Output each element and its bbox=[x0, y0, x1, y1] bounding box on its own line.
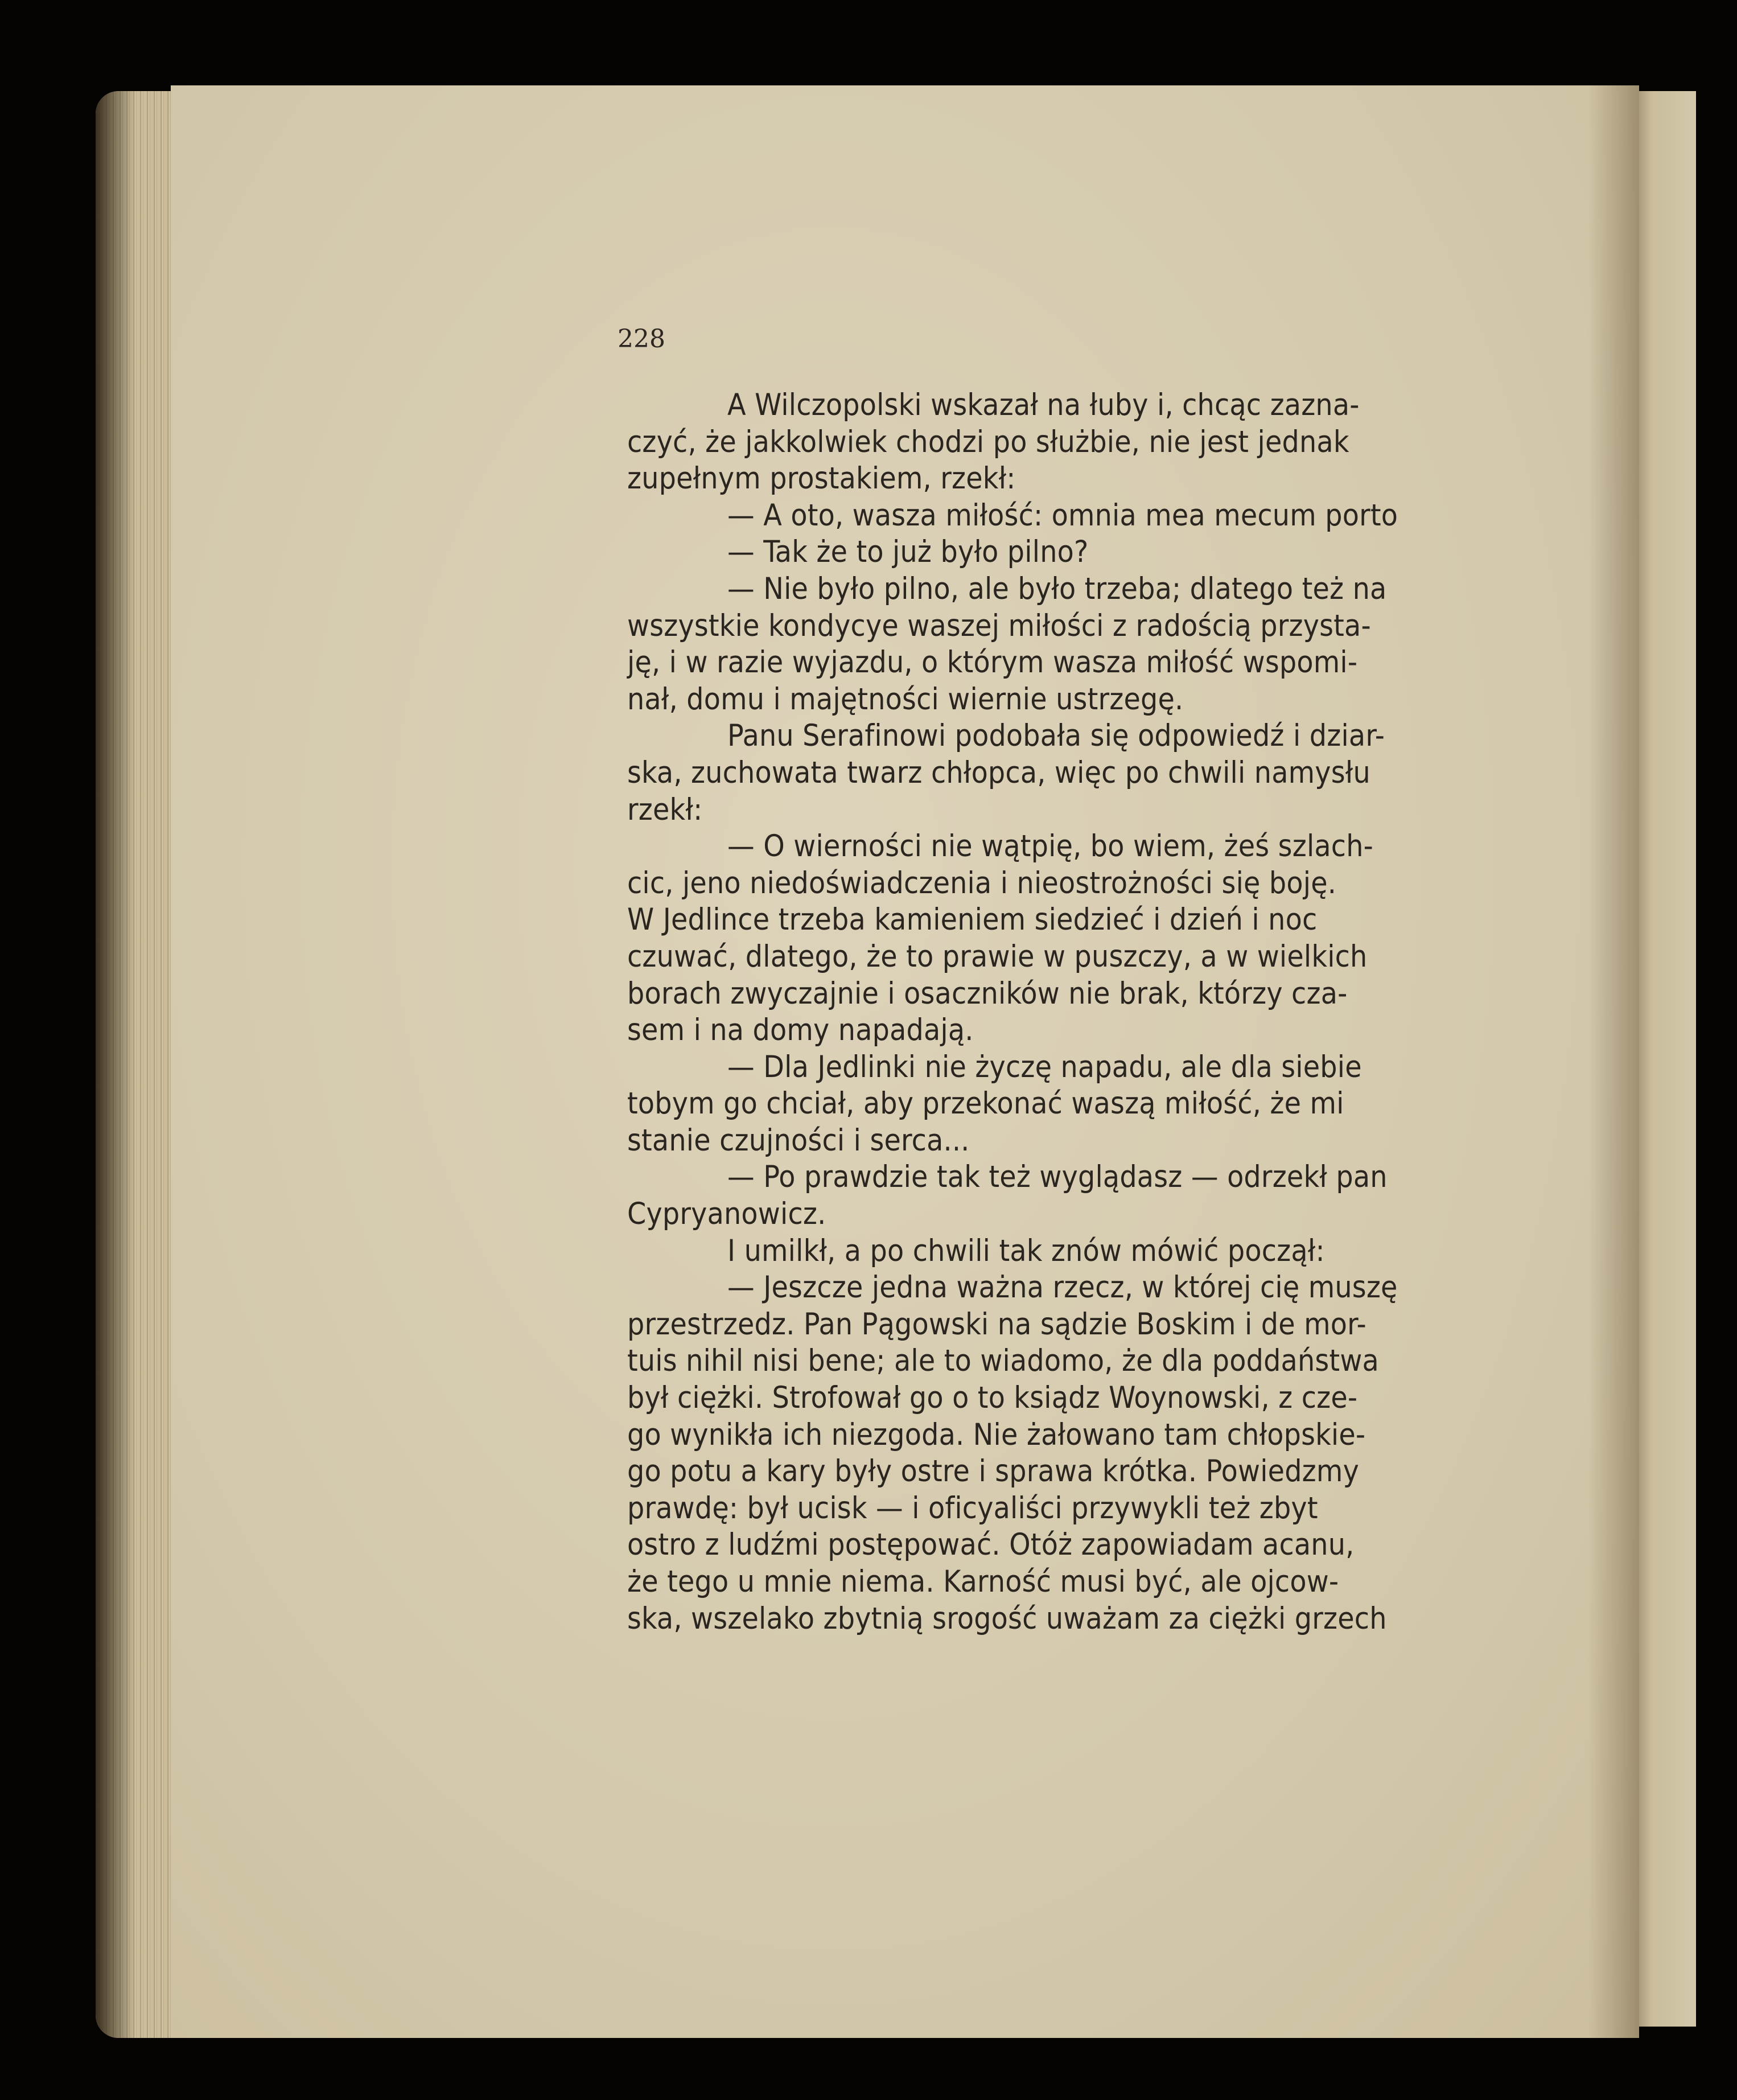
paragraph bbox=[627, 828, 1411, 1049]
text-line: prawdę: był ucisk — i oficyaliści przywykli też zbyt bbox=[627, 1490, 1318, 1526]
text-line: był ciężki. Strofował go o to ksiądz Woynowski, z cze- bbox=[627, 1380, 1358, 1416]
text-line: ostro z ludźmi postępować. Otóż zapowiadam acanu, bbox=[627, 1527, 1355, 1563]
text-line: — O wierności nie wątpię, bo wiem, żeś szlach- bbox=[727, 829, 1374, 864]
text-line: tuis nihil nisi bene; ale to wiadomo, że dla poddaństwa bbox=[627, 1343, 1379, 1379]
text-line: go potu a kary były ostre i sprawa krótka. Powiedzmy bbox=[627, 1454, 1359, 1489]
text-line: wszystkie kondycye waszej miłości z radością przysta- bbox=[627, 608, 1371, 643]
page-number: 228 bbox=[618, 324, 665, 354]
paragraph bbox=[627, 1049, 1411, 1160]
text-line: — Po prawdzie tak też wyglądasz — odrzekł pan bbox=[727, 1160, 1388, 1195]
paragraph bbox=[627, 498, 1411, 535]
text-line: przestrzedz. Pan Pągowski na sądzie Boskim i de mor- bbox=[627, 1306, 1366, 1342]
text-line: borach zwyczajnie i osaczników nie brak, którzy cza- bbox=[627, 976, 1348, 1011]
text-line: stanie czujności i serca... bbox=[627, 1123, 970, 1158]
paragraph bbox=[627, 387, 1411, 498]
paragraph bbox=[627, 571, 1411, 718]
paragraph bbox=[627, 718, 1411, 828]
text-line: — A oto, wasza miłość: omnia mea mecum porto bbox=[727, 498, 1398, 533]
paragraph bbox=[627, 1233, 1411, 1270]
text-line: — Dla Jedlinki nie życzę napadu, ale dla siebie bbox=[727, 1049, 1362, 1084]
text-line: Panu Serafinowi podobała się odpowiedź i dziar- bbox=[727, 718, 1385, 754]
text-line: ska, wszelako zbytnią srogość uważam za ciężki grzech bbox=[627, 1601, 1387, 1636]
paragraph bbox=[627, 1159, 1411, 1232]
text-line: rzekł: bbox=[627, 792, 703, 827]
text-line: — Jeszcze jedna ważna rzecz, w której cię muszę bbox=[727, 1270, 1398, 1305]
text-line: czuwać, dlatego, że to prawie w puszczy, a w wielkich bbox=[627, 939, 1368, 974]
text-line: czyć, że jakkolwiek chodzi po służbie, nie jest jednak bbox=[627, 424, 1349, 459]
text-line: sem i na domy napadają. bbox=[627, 1013, 974, 1048]
text-line: że tego u mnie niema. Karność musi być, ale ojcow- bbox=[627, 1564, 1339, 1599]
text-line: zupełnym prostakiem, rzekł: bbox=[627, 461, 1016, 496]
text-line: ję, i w razie wyjazdu, o którym wasza miłość wspomi- bbox=[627, 645, 1358, 680]
text-line: tobym go chciał, aby przekonać waszą miłość, że mi bbox=[627, 1086, 1344, 1121]
text-line: Cypryanowicz. bbox=[627, 1197, 826, 1232]
text-line: W Jedlince trzeba kamieniem siedzieć i dzień i noc bbox=[627, 902, 1318, 938]
text-line: ska, zuchowata twarz chłopca, więc po chwili namysłu bbox=[627, 755, 1370, 790]
text-line: go wynikła ich niezgoda. Nie żałowano tam chłopskie- bbox=[627, 1417, 1366, 1452]
page-text bbox=[627, 387, 1411, 1637]
text-line: — Nie było pilno, ale było trzeba; dlatego też na bbox=[727, 571, 1387, 606]
text-line: A Wilczopolski wskazał na łuby i, chcąc zazna- bbox=[727, 388, 1360, 422]
text-line: — Tak że to już było pilno? bbox=[727, 535, 1089, 570]
text-line: nał, domu i majętności wiernie ustrzegę. bbox=[627, 681, 1184, 717]
paragraph bbox=[627, 1269, 1411, 1637]
page-edges-shadow bbox=[96, 91, 135, 2038]
paragraph bbox=[627, 534, 1411, 571]
page-gutter-shadow bbox=[1588, 85, 1639, 2038]
text-line: I umilkł, a po chwili tak znów mówić począł: bbox=[727, 1233, 1325, 1268]
text-line: cic, jeno niedoświadczenia i nieostrożności się boję. bbox=[627, 865, 1337, 901]
